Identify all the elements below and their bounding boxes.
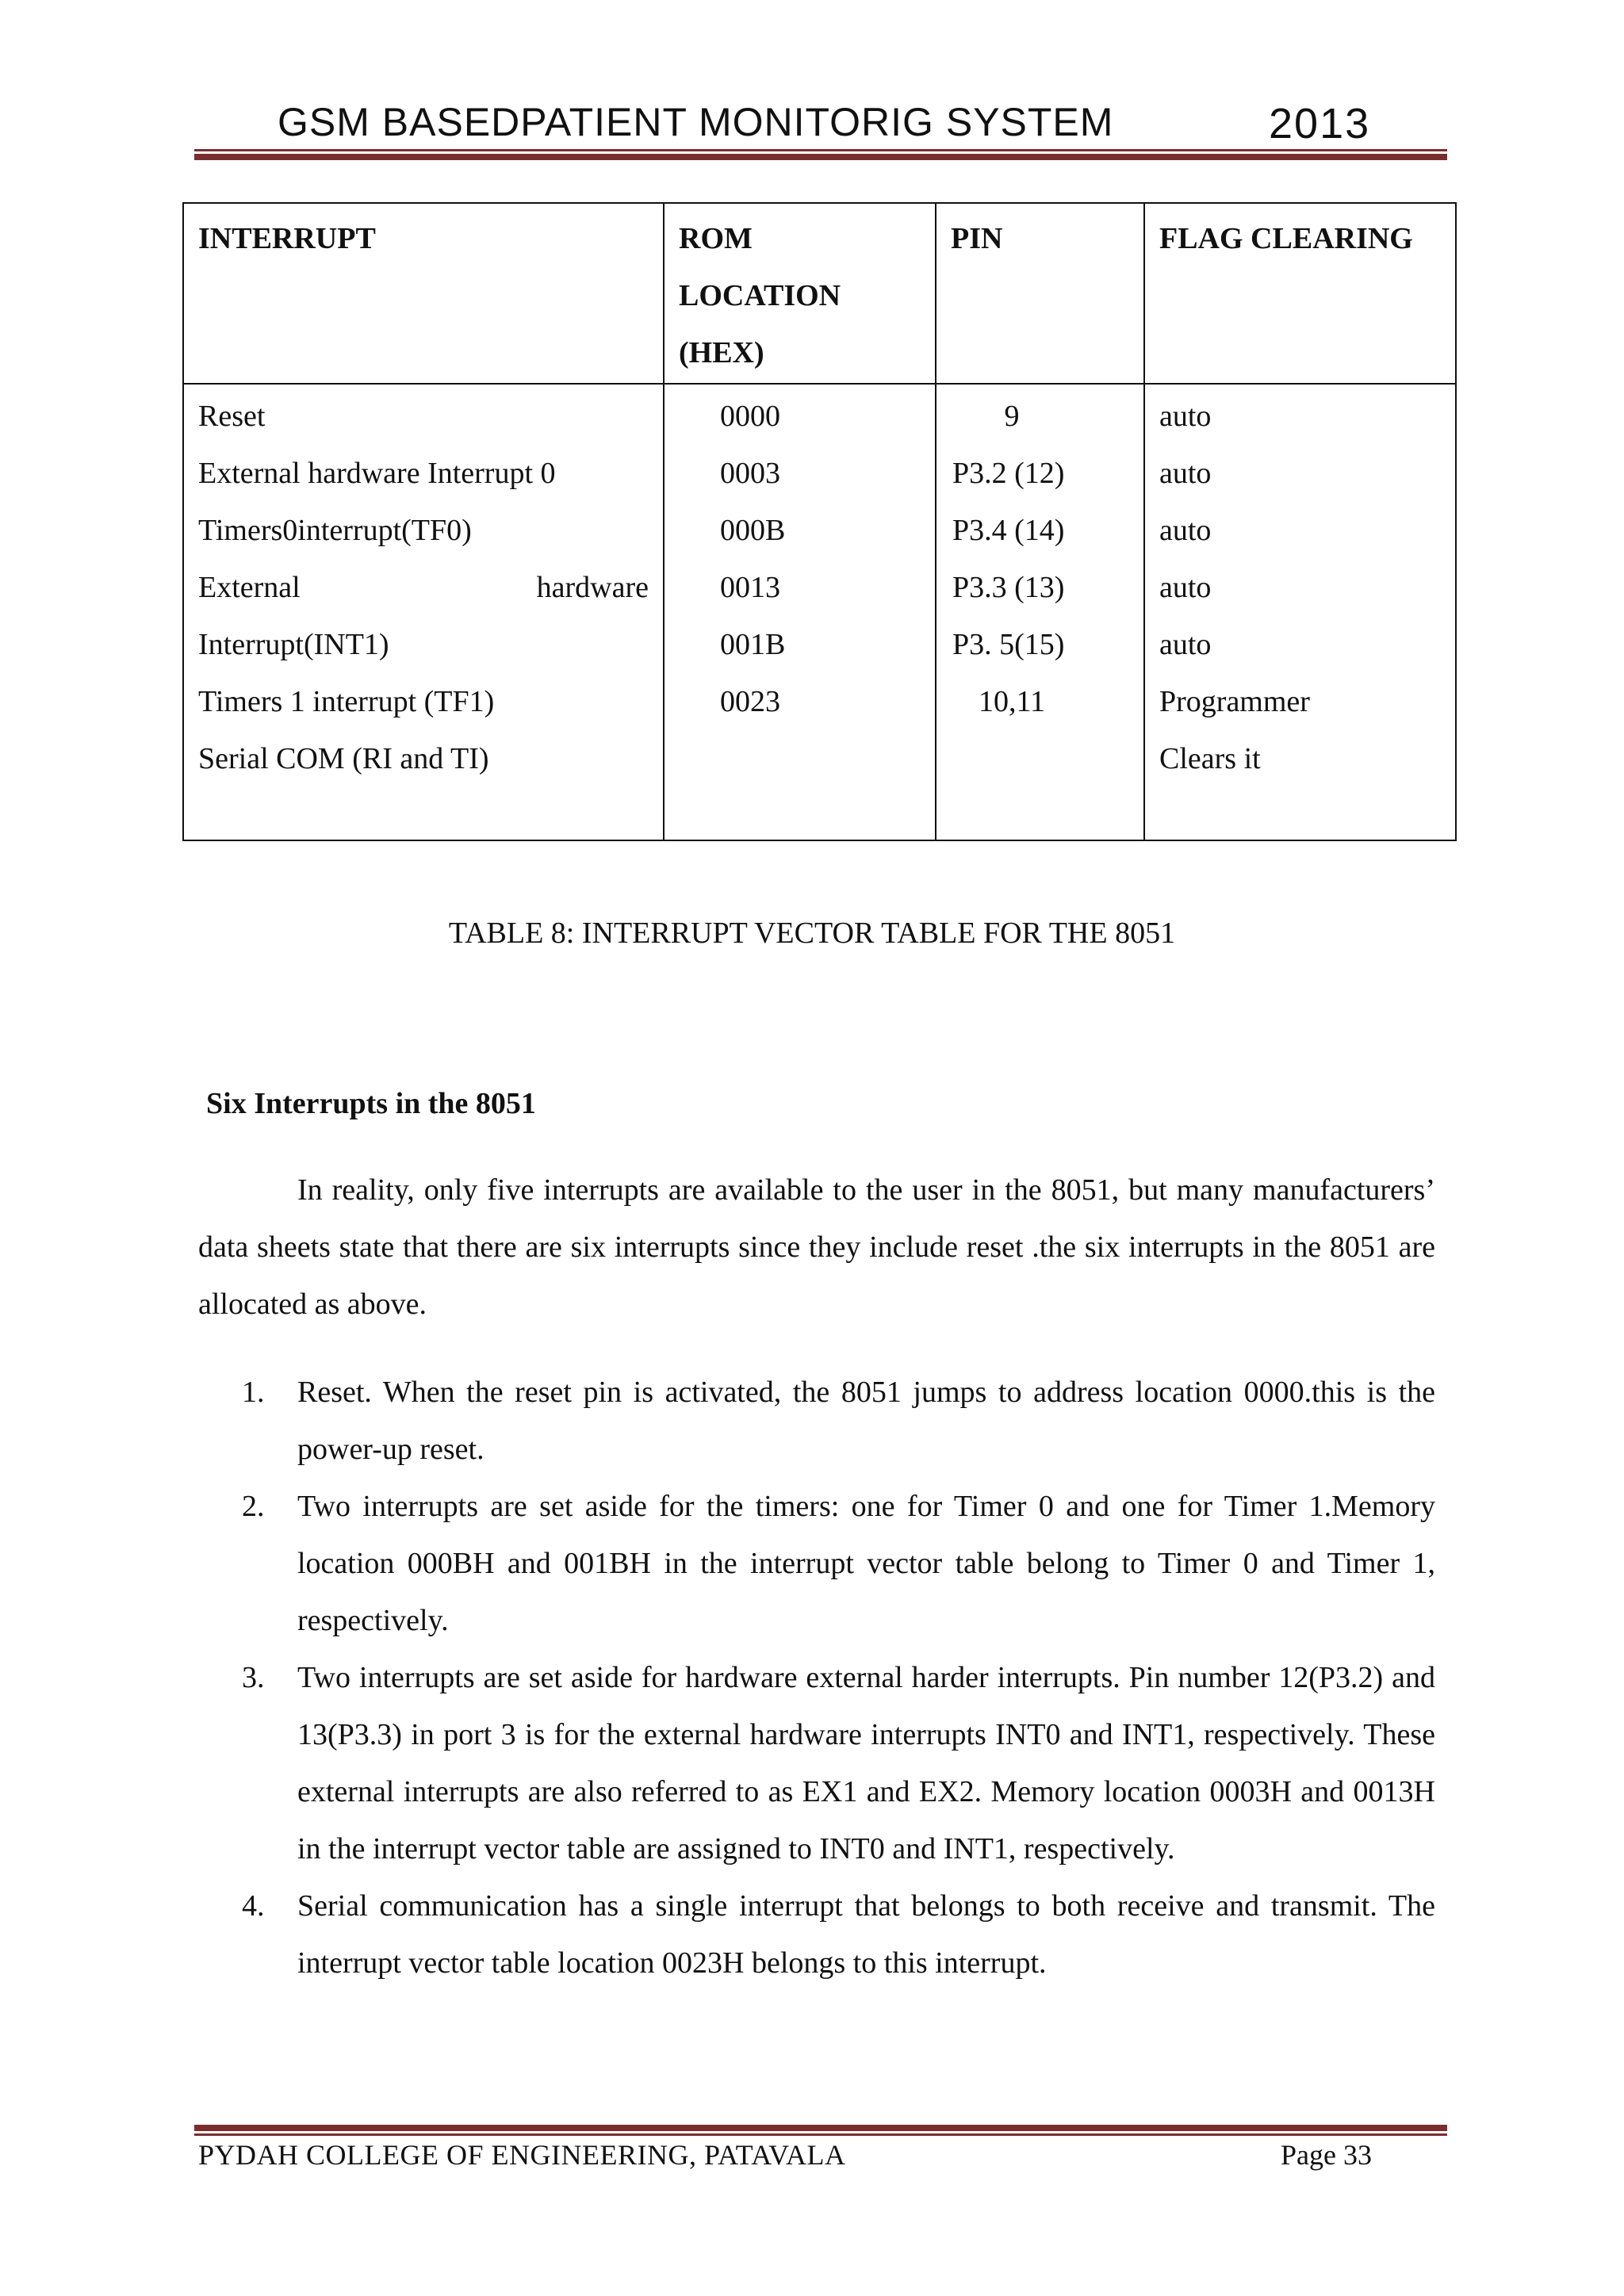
table-cell: 10,11 <box>978 685 1046 718</box>
interrupt-column <box>183 384 664 840</box>
running-header-year: 2013 <box>1269 100 1371 147</box>
header-rule-thin <box>194 149 1447 151</box>
table-cell: Reset <box>198 400 266 433</box>
table-cell: P3.3 (13) <box>952 571 1065 604</box>
table-cell: 0023 <box>720 685 780 718</box>
table-cell: Timers0interrupt(TF0) <box>198 514 472 547</box>
footer-rule-thick <box>194 2125 1447 2131</box>
table-cell: Serial COM (RI and TI) <box>198 742 489 775</box>
table-cell: Timers 1 interrupt (TF1) <box>198 685 495 718</box>
table-cell: 0003 <box>720 457 780 490</box>
table-cell: P3.2 (12) <box>952 457 1065 490</box>
rom-location-column <box>664 384 936 840</box>
footer-college: PYDAH COLLEGE OF ENGINEERING, PATAVALA <box>198 2139 846 2171</box>
header-pin: PIN <box>936 203 1144 384</box>
table-cell: P3. 5(15) <box>952 628 1065 661</box>
footer-rule-thin <box>194 2133 1447 2136</box>
pin-column <box>936 384 1144 840</box>
body-paragraph: In reality, only five interrupts are available to the user in the 8051, but many manufacturers’ data sheets state that there are six interrupts since they include reset .the six interrupts in the 8051 are allocated as above. <box>198 1173 1435 1321</box>
page-number: Page 33 <box>1281 2139 1372 2171</box>
table-cell: 001B <box>720 628 786 661</box>
table-cell: auto <box>1159 628 1212 661</box>
table-caption: TABLE 8: INTERRUPT VECTOR TABLE FOR THE 8051 <box>448 916 1176 950</box>
list-item: 3. Two interrupts are set aside for hardware external harder interrupts. Pin number 12(P3.2) and 13(P3.3) in port 3 is for the external hardware interrupts INT0 and INT1, respectively. These external interrupts are also referred to as EX1 and EX2. Memory location 0003H and 0013H in the interrupt vector table are assigned to INT0 and INT1, respectively. <box>242 1661 1435 1866</box>
table-body-row <box>183 384 1456 840</box>
table-cell: Programmer <box>1159 685 1310 718</box>
table-cell: auto <box>1159 400 1212 433</box>
table-cell: External hardware Interrupt 0 <box>198 457 556 490</box>
table-cell: 9 <box>1004 400 1020 433</box>
table-header-row <box>183 203 1456 384</box>
table-cell: External hardware <box>198 571 649 604</box>
header-rule-thick <box>194 154 1447 160</box>
table-cell: auto <box>1159 457 1212 490</box>
table-cell: auto <box>1159 514 1212 547</box>
list-item: 1. Reset. When the reset pin is activated, the 8051 jumps to address location 0000.this is the power-up reset. <box>242 1376 1435 1466</box>
list-item: 2. Two interrupts are set aside for the timers: one for Timer 0 and one for Timer 1.Memory location 000BH and 001BH in the interrupt vector table belong to Timer 0 and Timer 1, respectively. <box>242 1490 1435 1637</box>
table-cell: 0000 <box>720 400 780 433</box>
section-heading: Six Interrupts in the 8051 <box>206 1087 536 1120</box>
header-rom-location: ROM LOCATION (HEX) <box>664 203 936 384</box>
table-cell: auto <box>1159 571 1212 604</box>
table-cell: Clears it <box>1159 742 1261 775</box>
table-cell: 000B <box>720 514 786 547</box>
list-item: 4. Serial communication has a single interrupt that belongs to both receive and transmit. The interrupt vector table location 0023H belongs to this interrupt. <box>242 1889 1435 1980</box>
flag-clearing-column <box>1144 384 1456 840</box>
interrupt-list <box>198 1364 1435 1992</box>
table-cell: Interrupt(INT1) <box>198 628 389 661</box>
table-cell: 0013 <box>720 571 780 604</box>
table-cell: P3.4 (14) <box>952 514 1065 547</box>
header-interrupt: INTERRUPT <box>183 203 664 384</box>
interrupt-vector-table <box>182 202 1457 841</box>
running-header-title: GSM BASEDPATIENT MONITORIG SYSTEM <box>278 100 1114 144</box>
header-flag-clearing: FLAG CLEARING <box>1144 203 1456 384</box>
